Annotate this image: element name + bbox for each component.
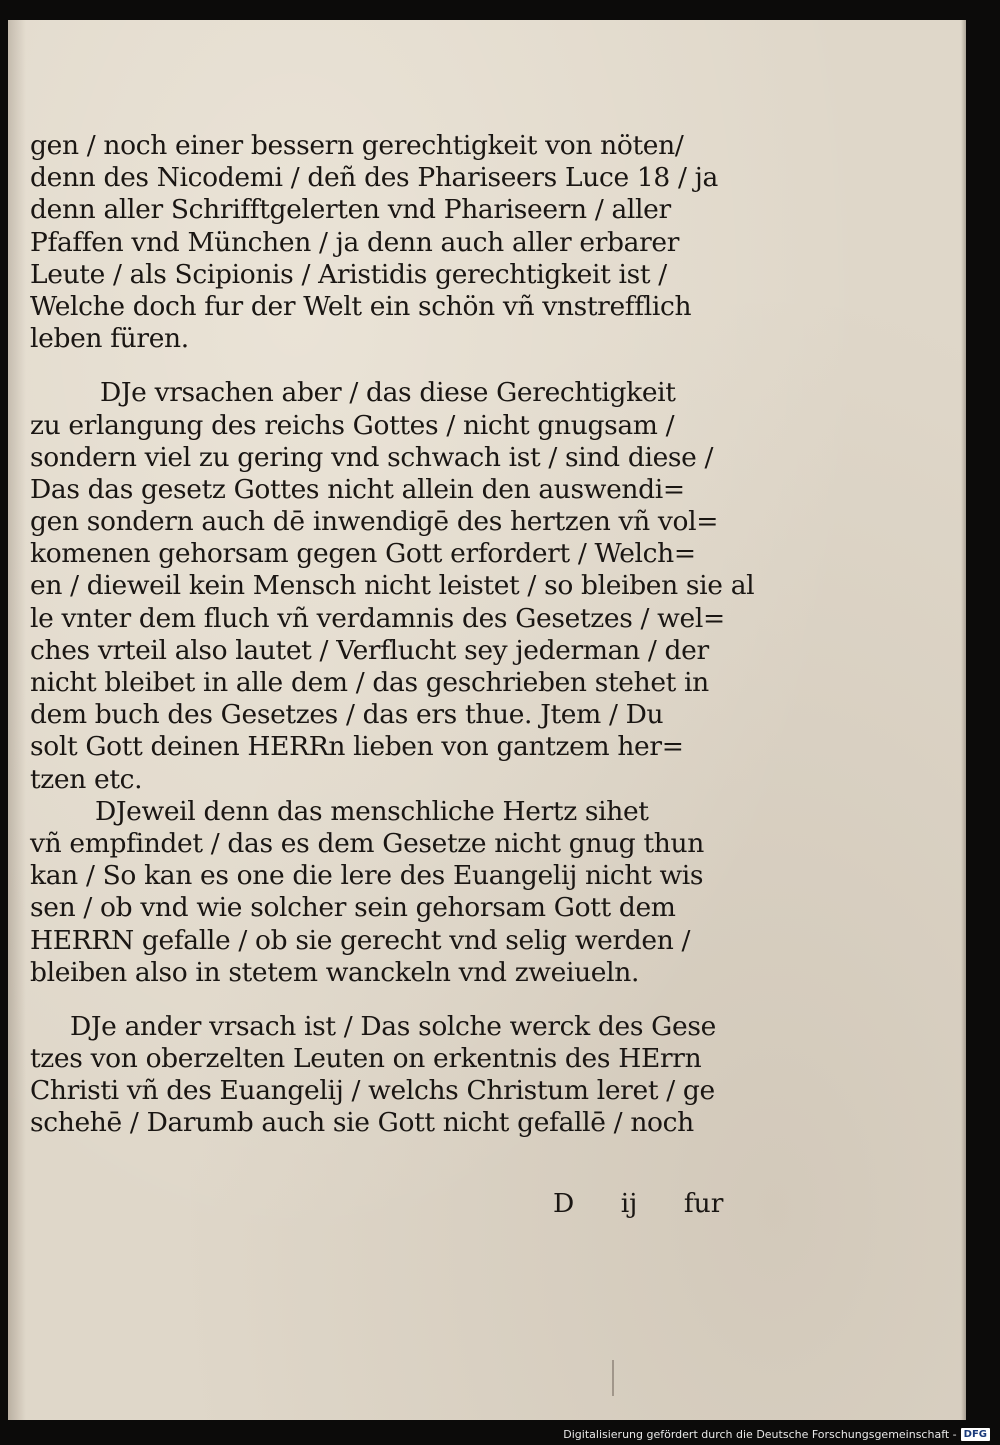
text-line: gen / noch einer bessern gerechtigkeit von nöten/: [30, 130, 684, 161]
paragraph-gap: [30, 989, 730, 1011]
signature-mark: D: [553, 1188, 575, 1219]
text-line: Welche doch fur der Welt ein schön vñ vnstrefflich: [30, 290, 692, 322]
text-line: tzes von oberzelten Leuten on erkentnis des HErrn: [30, 1043, 702, 1075]
text-line: DJeweil denn das menschliche Hertz sihet: [95, 795, 649, 827]
text-line: kan / So kan es one die lere des Euangelij nicht wis: [30, 860, 704, 892]
text-line: schehē / Darumb auch sie Gott nicht gefallē / noch: [30, 1107, 694, 1139]
text-line: en / dieweil kein Mensch nicht leistet / so bleiben sie al: [30, 570, 755, 602]
paragraph-gap: [30, 355, 730, 377]
text-line: Pfaffen vnd München / ja denn auch aller erbarer: [30, 226, 680, 258]
text-line: vñ empfindet / das es dem Gesetze nicht gnug thun: [30, 827, 704, 859]
text-line: sondern viel zu gering vnd schwach ist / sind diese /: [30, 441, 714, 473]
text-line: tzen etc.: [30, 763, 143, 795]
text-line: Christi vñ des Euangelij / welchs Christum leret / ge: [30, 1075, 715, 1107]
text-line: zu erlangung des reichs Gottes / nicht gnugsam /: [30, 409, 675, 441]
leaf-number: ij: [620, 1188, 638, 1219]
text-line: leben füren.: [30, 323, 189, 355]
catchword: fur: [683, 1188, 724, 1219]
text-line: denn des Nicodemi / deñ des Phariseers Luce 18 / ja: [30, 162, 718, 194]
text-line: ches vrteil also lautet / Verflucht sey jederman / der: [30, 634, 709, 666]
text-line: DJe ander vrsach ist / Das solche werck des Gese: [70, 1010, 716, 1042]
text-line: komenen gehorsam gegen Gott erfordert / Welch=: [30, 538, 696, 570]
text-line: DJe vrsachen aber / das diese Gerechtigkeit: [100, 377, 676, 409]
page-edge: [961, 20, 966, 1420]
text-line: Das das gesetz Gottes nicht allein den auswendi=: [30, 473, 685, 505]
text-line: HERRN gefalle / ob sie gerecht vnd selig werden /: [30, 924, 691, 956]
page-text: [30, 130, 755, 1140]
text-line: denn aller Schrifftgelerten vnd Phariseern / aller: [30, 194, 671, 226]
text-line: sen / ob vnd wie solcher sein gehorsam Gott dem: [30, 892, 676, 924]
text-line: bleiben also in stetem wanckeln vnd zweiueln.: [30, 956, 640, 988]
signature-catchline: [553, 1188, 723, 1219]
text-line: nicht bleibet in alle dem / das geschrieben stehet in: [30, 667, 709, 698]
text-line: Leute / als Scipionis / Aristidis gerechtigkeit ist /: [30, 258, 667, 290]
footer-credit: Digitalisierung gefördert durch die Deutsche Forschungsgemeinschaft -: [563, 1427, 957, 1441]
text-line: le vnter dem fluch vñ verdamnis des Gesetzes / wel=: [30, 602, 725, 634]
text-line: gen sondern auch dē inwendigē des hertzen vñ vol=: [30, 506, 719, 538]
paper-mark: [612, 1360, 614, 1396]
dfg-logo: DFG: [961, 1428, 990, 1441]
text-line: solt Gott deinen HERRn lieben von gantzem her=: [30, 731, 684, 763]
footer-credit-bar: [563, 1426, 990, 1442]
text-line: dem buch des Gesetzes / das ers thue. Jtem / Du: [30, 699, 664, 731]
document-page: [8, 20, 966, 1420]
